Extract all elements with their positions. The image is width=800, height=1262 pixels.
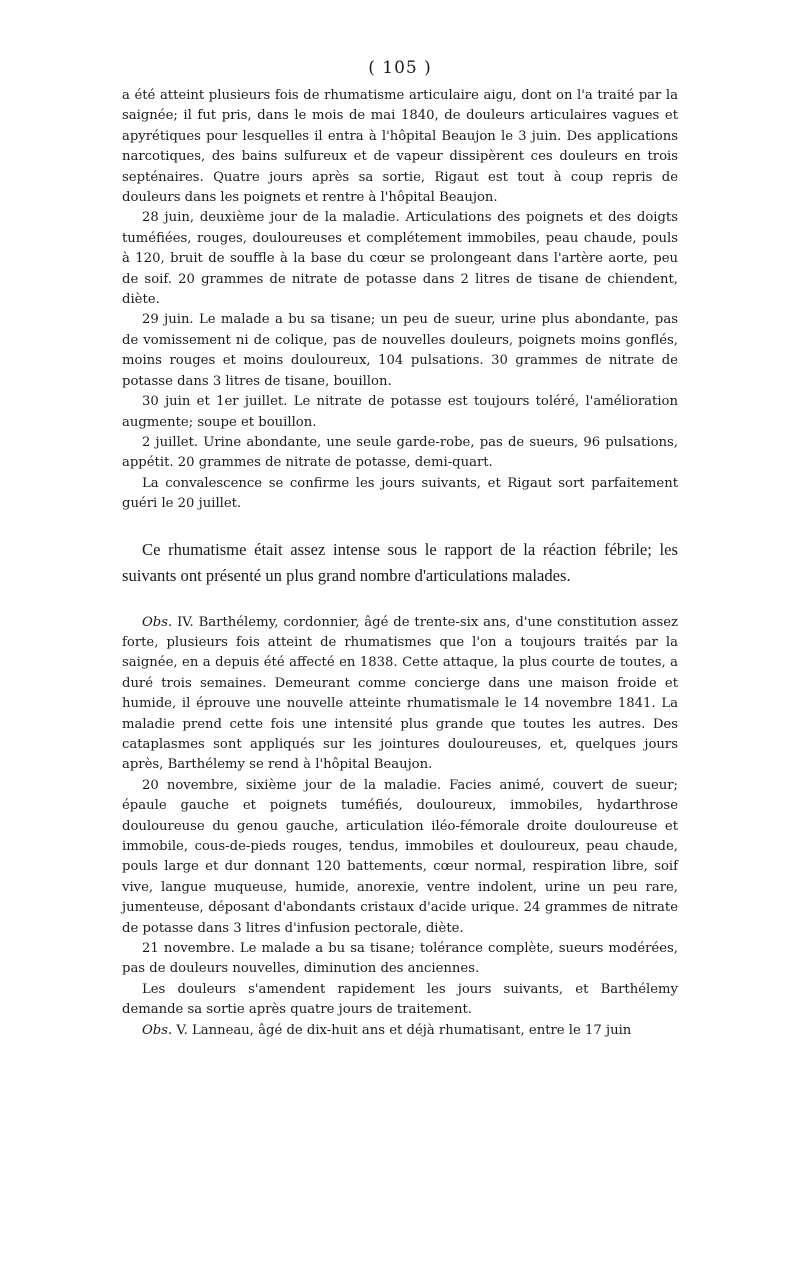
obs-text: V. Lanneau, âgé de dix-huit ans et déjà rhumatisant, entre le 17 juin [172,1022,632,1038]
paragraph: 28 juin, deuxième jour de la maladie. Articulations des poignets et des doigts tuméfiées, rouges, douloureuses et complétement immobiles, peau chaude, pouls à 120, bruit de souffle à la base du cœur se prolongeant dans l'artère aorte, peu de soif. 20 grammes de nitrate de potasse dans 2 litres de tisane de chiendent, diète. [122,210,678,308]
page-number: ( 105 ) [368,58,432,78]
paragraph: 30 juin et 1er juillet. Le nitrate de potasse est toujours toléré, l'amélioration augmente; soupe et bouillon. [122,394,678,430]
paragraph: a été atteint plusieurs fois de rhumatisme articulaire aigu, dont on l'a traité par la saignée; il fut pris, dans le mois de mai 1840, de douleurs articulaires vagues et apyrétiques pour lesquelles il entra à l'hôpital Beaujon le 3 juin. Des applications narcotiques, des bains sulfureux et de vapeur dissipèrent ces douleurs en trois septénaires. Quatre jours après sa sortie, Rigaut est tout à coup repris de douleurs dans les poignets et rentre à l'hôpital Beaujon. [122,88,678,206]
paragraph: 21 novembre. Le malade a bu sa tisane; tolérance complète, sueurs modérées, pas de douleurs nouvelles, diminution des anciennes. [122,941,678,977]
obs-text: IV. Barthélemy, cordonnier, âgé de trente-six ans, d'une constitution assez forte, plusieurs fois atteint de rhumatismes que l'on a toujours traités par la saignée, en a depuis été affecté en 1838. Cette attaque, la plus courte de toutes, a duré trois semaines. Demeurant comme concierge dans une maison froide et humide, il éprouve une nouvelle atteinte rhumatismale le 14 novembre 1841. La maladie prend cette fois une intensité plus grande que toutes les autres. Des cataplasmes sont appliqués sur les jointures douloureuses, et, quelques jours après, Barthélemy se rend à l'hôpital Beaujon. [122,614,678,773]
obs-label: Obs. [142,1022,173,1038]
paragraph: Les douleurs s'amendent rapidement les jours suivants, et Barthélemy demande sa sortie après quatre jours de traitement. [122,981,678,1018]
book-page [122,58,678,1041]
observation-iv [122,613,678,1042]
observation-iii-continued [122,86,678,515]
obs-label: Obs. [142,614,173,630]
paragraph: 2 juillet. Urine abondante, une seule garde-robe, pas de sueurs, 96 pulsations, appétit. 20 grammes de nitrate de potasse, demi-quart. [122,434,678,471]
paragraph: 29 juin. Le malade a bu sa tisane; un peu de sueur, urine plus abondante, pas de vomissement ni de colique, pas de nouvelles douleurs, poignets moins gonflés, moins rouges et moins douloureux, 104 pulsations. 30 grammes de nitrate de potasse dans 3 litres de tisane, bouillon. [122,312,678,389]
transition-remark: Ce rhumatisme était assez intense sous le rapport de la réaction fébrile; les suivants ont présenté un plus grand nombre d'articulations malades. [122,539,678,585]
observation-v-start [122,1021,678,1041]
paragraph: La convalescence se confirme les jours suivants, et Rigaut sort parfaitement guéri le 20 juillet. [122,475,678,512]
observation-iv-intro [122,613,678,776]
paragraph: 20 novembre, sixième jour de la maladie. Facies animé, couvert de sueur; épaule gauche et poignets tuméfiés, douloureux, immobiles, hydarthrose douloureuse du genou gauche, articulation iléo-fémorale droite douloureuse et immobile, cous-de-pieds rouges, tendus, immobiles et douloureux, peau chaude, pouls large et dur donnant 120 battements, cœur normal, respiration libre, soif vive, langue muqueuse, humide, anorexie, ventre indolent, urine un peu rare, jumenteuse, déposant d'abondants cristaux d'acide urique. 24 grammes de nitrate de potasse dans 3 litres d'infusion pectorale, diète. [122,777,678,936]
